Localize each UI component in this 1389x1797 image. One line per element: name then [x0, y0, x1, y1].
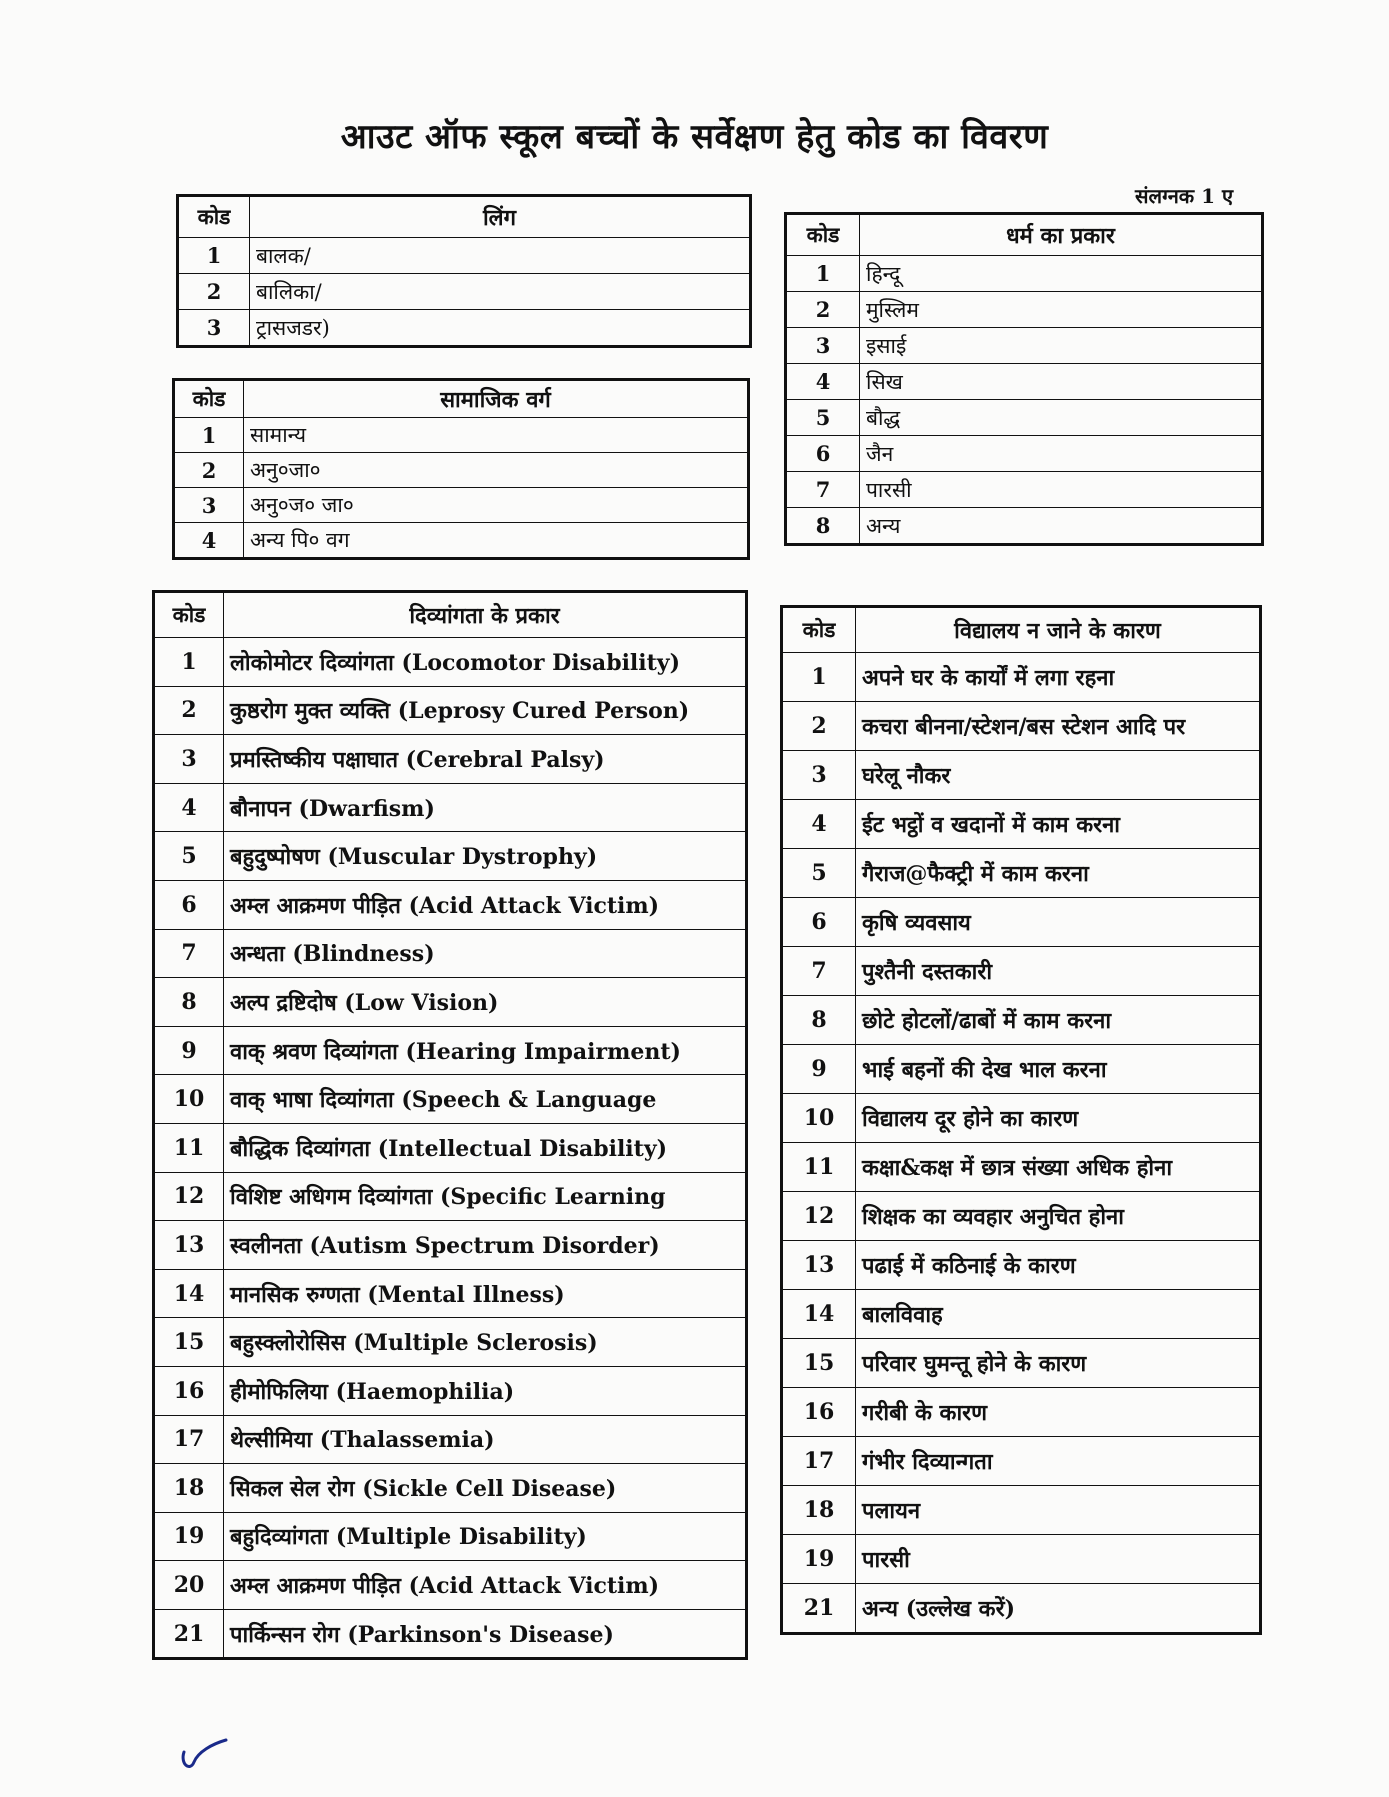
table-row	[782, 1388, 1261, 1437]
row-label: सिख	[860, 364, 1263, 400]
row-label: पार्किन्सन रोग (Parkinson's Disease)	[224, 1609, 747, 1659]
row-label: पुश्तैनी दस्तकारी	[856, 947, 1261, 996]
row-label: पलायन	[856, 1486, 1261, 1535]
row-code: 21	[782, 1584, 856, 1634]
row-label: मानसिक रुग्णता (Mental Illness)	[224, 1269, 747, 1318]
row-label: बौनापन (Dwarfism)	[224, 783, 747, 832]
row-label: वाक् भाषा दिव्यांगता (Speech & Language	[224, 1075, 747, 1124]
table-row	[154, 880, 747, 929]
row-label: विद्यालय दूर होने का कारण	[856, 1094, 1261, 1143]
table-row	[786, 508, 1263, 545]
row-label: स्वलीनता (Autism Spectrum Disorder)	[224, 1221, 747, 1270]
row-label: पारसी	[856, 1535, 1261, 1584]
table-row	[154, 1318, 747, 1367]
row-code: 20	[154, 1561, 224, 1610]
row-code: 1	[782, 653, 856, 702]
row-code: 4	[782, 800, 856, 849]
row-label: परिवार घुमन्तू होने के कारण	[856, 1339, 1261, 1388]
row-label: प्रमस्तिष्कीय पक्षाघात (Cerebral Palsy)	[224, 735, 747, 784]
table-row	[786, 292, 1263, 328]
table-row	[786, 256, 1263, 292]
table-row	[174, 418, 749, 453]
row-label: बहुदुष्पोषण (Muscular Dystrophy)	[224, 832, 747, 881]
row-code: 2	[154, 686, 224, 735]
religion-code-header: कोड	[786, 214, 860, 256]
row-code: 11	[154, 1123, 224, 1172]
table-row	[154, 1269, 747, 1318]
row-label: भाई बहनों की देख भाल करना	[856, 1045, 1261, 1094]
reasons-code-header: कोड	[782, 607, 856, 653]
row-label: ट्रासजडर)	[250, 310, 751, 347]
row-code: 2	[178, 274, 250, 310]
row-label: विशिष्ट अधिगम दिव्यांगता (Specific Learning	[224, 1172, 747, 1221]
social-code-header: कोड	[174, 380, 244, 418]
row-code: 11	[782, 1143, 856, 1192]
row-label: कृषि व्यवसाय	[856, 898, 1261, 947]
row-code: 2	[782, 702, 856, 751]
gender-code-header: कोड	[178, 196, 250, 238]
row-code: 6	[786, 436, 860, 472]
row-label: हीमोफिलिया (Haemophilia)	[224, 1366, 747, 1415]
row-label: अनु०ज० जा०	[244, 488, 749, 523]
table-row	[154, 1561, 747, 1610]
table-row	[154, 929, 747, 978]
table-row	[782, 1192, 1261, 1241]
table-row	[154, 1512, 747, 1561]
row-label: अनु०जा०	[244, 453, 749, 488]
row-label: हिन्दू	[860, 256, 1263, 292]
row-code: 21	[154, 1609, 224, 1659]
row-label: अन्य (उल्लेख करें)	[856, 1584, 1261, 1634]
table-row	[782, 996, 1261, 1045]
table-row	[154, 978, 747, 1027]
table-row	[154, 832, 747, 881]
table-row	[154, 1366, 747, 1415]
row-label: अम्ल आक्रमण पीड़ित (Acid Attack Victim)	[224, 880, 747, 929]
table-row	[174, 488, 749, 523]
handwritten-tick-icon	[178, 1738, 230, 1774]
row-code: 16	[782, 1388, 856, 1437]
table-row	[154, 1415, 747, 1464]
row-code: 4	[174, 523, 244, 559]
religion-label-header: धर्म का प्रकार	[860, 214, 1263, 256]
social-label-header: सामाजिक वर्ग	[244, 380, 749, 418]
table-row	[782, 1143, 1261, 1192]
row-code: 13	[782, 1241, 856, 1290]
row-label: सिकल सेल रोग (Sickle Cell Disease)	[224, 1464, 747, 1513]
row-label: कक्षा&कक्ष में छात्र संख्या अधिक होना	[856, 1143, 1261, 1192]
row-label: अम्ल आक्रमण पीड़ित (Acid Attack Victim)	[224, 1561, 747, 1610]
row-label: वाक् श्रवण दिव्यांगता (Hearing Impairment)	[224, 1026, 747, 1075]
row-code: 19	[154, 1512, 224, 1561]
annexure-label: संलग्नक 1 ए	[1135, 184, 1234, 208]
table-row	[782, 702, 1261, 751]
row-code: 17	[154, 1415, 224, 1464]
table-row	[154, 1609, 747, 1659]
row-label: बौद्धिक दिव्यांगता (Intellectual Disability)	[224, 1123, 747, 1172]
table-row	[786, 472, 1263, 508]
table-row	[154, 1123, 747, 1172]
table-row	[178, 310, 751, 347]
reasons-label-header: विद्यालय न जाने के कारण	[856, 607, 1261, 653]
row-label: इसाई	[860, 328, 1263, 364]
row-code: 1	[174, 418, 244, 453]
row-code: 5	[782, 849, 856, 898]
table-row	[178, 238, 751, 274]
row-label: पारसी	[860, 472, 1263, 508]
row-label: अन्य	[860, 508, 1263, 545]
table-row	[786, 364, 1263, 400]
table-row	[782, 653, 1261, 702]
table-row	[782, 1437, 1261, 1486]
row-code: 1	[178, 238, 250, 274]
row-label: ईट भट्ठों व खदानों में काम करना	[856, 800, 1261, 849]
table-row	[154, 1464, 747, 1513]
gender-table	[176, 194, 752, 348]
table-row	[782, 1486, 1261, 1535]
row-code: 10	[782, 1094, 856, 1143]
row-code: 18	[154, 1464, 224, 1513]
table-row	[178, 274, 751, 310]
row-code: 8	[786, 508, 860, 545]
row-code: 9	[782, 1045, 856, 1094]
table-row	[782, 849, 1261, 898]
row-label: सामान्य	[244, 418, 749, 453]
table-row	[174, 453, 749, 488]
row-code: 17	[782, 1437, 856, 1486]
row-code: 14	[154, 1269, 224, 1318]
row-label: छोटे होटलों/ढाबों में काम करना	[856, 996, 1261, 1045]
row-code: 15	[782, 1339, 856, 1388]
row-code: 5	[786, 400, 860, 436]
row-code: 6	[782, 898, 856, 947]
table-row	[782, 1584, 1261, 1634]
school-reasons-table	[780, 605, 1262, 1635]
row-code: 7	[154, 929, 224, 978]
row-label: अल्प द्रष्टिदोष (Low Vision)	[224, 978, 747, 1027]
row-code: 16	[154, 1366, 224, 1415]
row-label: शिक्षक का व्यवहार अनुचित होना	[856, 1192, 1261, 1241]
table-row	[154, 1172, 747, 1221]
disability-code-header: कोड	[154, 592, 224, 638]
table-row	[174, 523, 749, 559]
table-row	[786, 436, 1263, 472]
row-label: थेल्सीमिया (Thalassemia)	[224, 1415, 747, 1464]
row-label: लोकोमोटर दिव्यांगता (Locomotor Disability)	[224, 638, 747, 687]
row-code: 2	[174, 453, 244, 488]
row-label: मुस्लिम	[860, 292, 1263, 328]
table-row	[782, 1290, 1261, 1339]
table-row	[782, 1045, 1261, 1094]
row-code: 18	[782, 1486, 856, 1535]
row-code: 14	[782, 1290, 856, 1339]
disability-label-header: दिव्यांगता के प्रकार	[224, 592, 747, 638]
row-code: 1	[154, 638, 224, 687]
row-code: 12	[782, 1192, 856, 1241]
row-code: 9	[154, 1026, 224, 1075]
table-row	[782, 898, 1261, 947]
row-label: बालविवाह	[856, 1290, 1261, 1339]
row-code: 4	[786, 364, 860, 400]
table-row	[154, 1026, 747, 1075]
table-row	[154, 1221, 747, 1270]
row-code: 7	[786, 472, 860, 508]
row-code: 8	[154, 978, 224, 1027]
row-label: बहुस्क्लोरोसिस (Multiple Sclerosis)	[224, 1318, 747, 1367]
table-row	[782, 751, 1261, 800]
row-label: बौद्ध	[860, 400, 1263, 436]
table-row	[154, 638, 747, 687]
disability-table	[152, 590, 748, 1660]
row-label: कुष्ठरोग मुक्त व्यक्ति (Leprosy Cured Person)	[224, 686, 747, 735]
table-row	[154, 783, 747, 832]
row-code: 1	[786, 256, 860, 292]
row-code: 15	[154, 1318, 224, 1367]
row-code: 4	[154, 783, 224, 832]
table-row	[154, 686, 747, 735]
row-label: बालक/	[250, 238, 751, 274]
row-label: घरेलू नौकर	[856, 751, 1261, 800]
row-code: 3	[782, 751, 856, 800]
table-row	[154, 1075, 747, 1124]
row-label: जैन	[860, 436, 1263, 472]
document-title: आउट ऑफ स्कूल बच्चों के सर्वेक्षण हेतु कोड का विवरण	[340, 117, 1049, 157]
row-code: 3	[178, 310, 250, 347]
row-label: अन्धता (Blindness)	[224, 929, 747, 978]
row-label: गरीबी के कारण	[856, 1388, 1261, 1437]
row-code: 10	[154, 1075, 224, 1124]
gender-label-header: लिंग	[250, 196, 751, 238]
row-label: गंभीर दिव्यान्गता	[856, 1437, 1261, 1486]
row-code: 7	[782, 947, 856, 996]
table-row	[154, 735, 747, 784]
row-code: 19	[782, 1535, 856, 1584]
social-category-table	[172, 378, 750, 560]
row-code: 12	[154, 1172, 224, 1221]
table-row	[786, 328, 1263, 364]
row-code: 3	[786, 328, 860, 364]
row-code: 3	[174, 488, 244, 523]
table-row	[786, 400, 1263, 436]
table-row	[782, 800, 1261, 849]
row-code: 6	[154, 880, 224, 929]
row-label: गैराज@फैक्ट्री में काम करना	[856, 849, 1261, 898]
row-label: बहुदिव्यांगता (Multiple Disability)	[224, 1512, 747, 1561]
row-label: कचरा बीनना/स्टेशन/बस स्टेशन आदि पर	[856, 702, 1261, 751]
row-code: 2	[786, 292, 860, 328]
row-code: 3	[154, 735, 224, 784]
table-row	[782, 1094, 1261, 1143]
religion-table	[784, 212, 1264, 546]
table-row	[782, 1241, 1261, 1290]
table-row	[782, 947, 1261, 996]
row-code: 5	[154, 832, 224, 881]
table-row	[782, 1535, 1261, 1584]
row-code: 8	[782, 996, 856, 1045]
row-code: 13	[154, 1221, 224, 1270]
row-label: अपने घर के कार्यों में लगा रहना	[856, 653, 1261, 702]
row-label: अन्य पि० वग	[244, 523, 749, 559]
table-row	[782, 1339, 1261, 1388]
row-label: बालिका/	[250, 274, 751, 310]
row-label: पढाई में कठिनाई के कारण	[856, 1241, 1261, 1290]
